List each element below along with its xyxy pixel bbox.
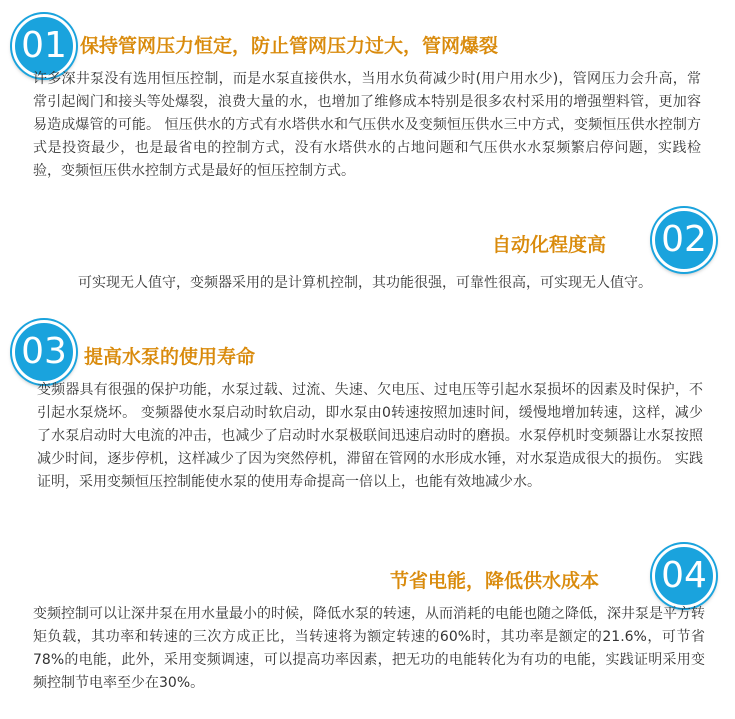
section-title-03: 提高水泵的使用寿命	[84, 346, 256, 368]
section-title-01: 保持管网压力恒定，防止管网压力过大，管网爆裂	[80, 35, 499, 57]
section-number-badge-02: 02	[652, 208, 716, 272]
section-body-01: 许多深井泵没有选用恒压控制，而是水泵直接供水，当用水负荷减少时(用户用水少)，管网压力会升高，常常引起阀门和接头等处爆裂，浪费大量的水，也增加了维修成本特别是很多农村采用的增强塑料管，更加容易造成爆管的可能。 恒压供水的方式有水塔供水和气压供水及变频恒压供水三中方式，变频恒压供水控制方式是投资最少，也是最省电的控制方式，没有水塔供水的占地问题和气压供水水泵频繁启停问题，实践检验，变频恒压供水控制方式是最好的恒压控制方式。	[33, 71, 701, 179]
section-title-04: 节省电能，降低供水成本	[390, 570, 600, 592]
section-body-04: 变频控制可以让深井泵在用水量最小的时候，降低水泵的转速，从而消耗的电能也随之降低，深井泵是平方转矩负载，其功率和转速的三次方成正比，当转速将为额定转速的60%时，其功率是额定的21.6%，可节省78%的电能，此外，采用变频调速，可以提高功率因素，把无功的电能转化为有功的电能，实践证明采用变频控制节电率至少在30%。	[33, 606, 705, 691]
section-number-badge-04: 04	[652, 544, 716, 608]
section-body-03: 变频器具有很强的保护功能，水泵过载、过流、失速、欠电压、过电压等引起水泵损坏的因素及时保护，不引起水泵烧坏。 变频器使水泵启动时软启动，即水泵由0转速按照加速时间，缓慢地增加转速，这样，减少了水泵启动时大电流的冲击，也减少了启动时水泵极联间迅速启动时的磨损。水泵停机时变频器让水泵按照减少时间，逐步停机，这样减少了因为突然停机，滞留在管网的水形成水锤，对水泵造成很大的损伤。 实践证明，采用变频恒压控制能使水泵的使用寿命提高一倍以上，也能有效地减少水。	[37, 382, 703, 490]
section-body-02: 可实现无人值守，变频器采用的是计算机控制，其功能很强，可靠性很高，可实现无人值守。	[78, 275, 652, 291]
section-number-badge-03: 03	[12, 320, 76, 384]
section-title-02: 自动化程度高	[492, 234, 607, 256]
section-number-badge-01: 01	[12, 14, 76, 78]
